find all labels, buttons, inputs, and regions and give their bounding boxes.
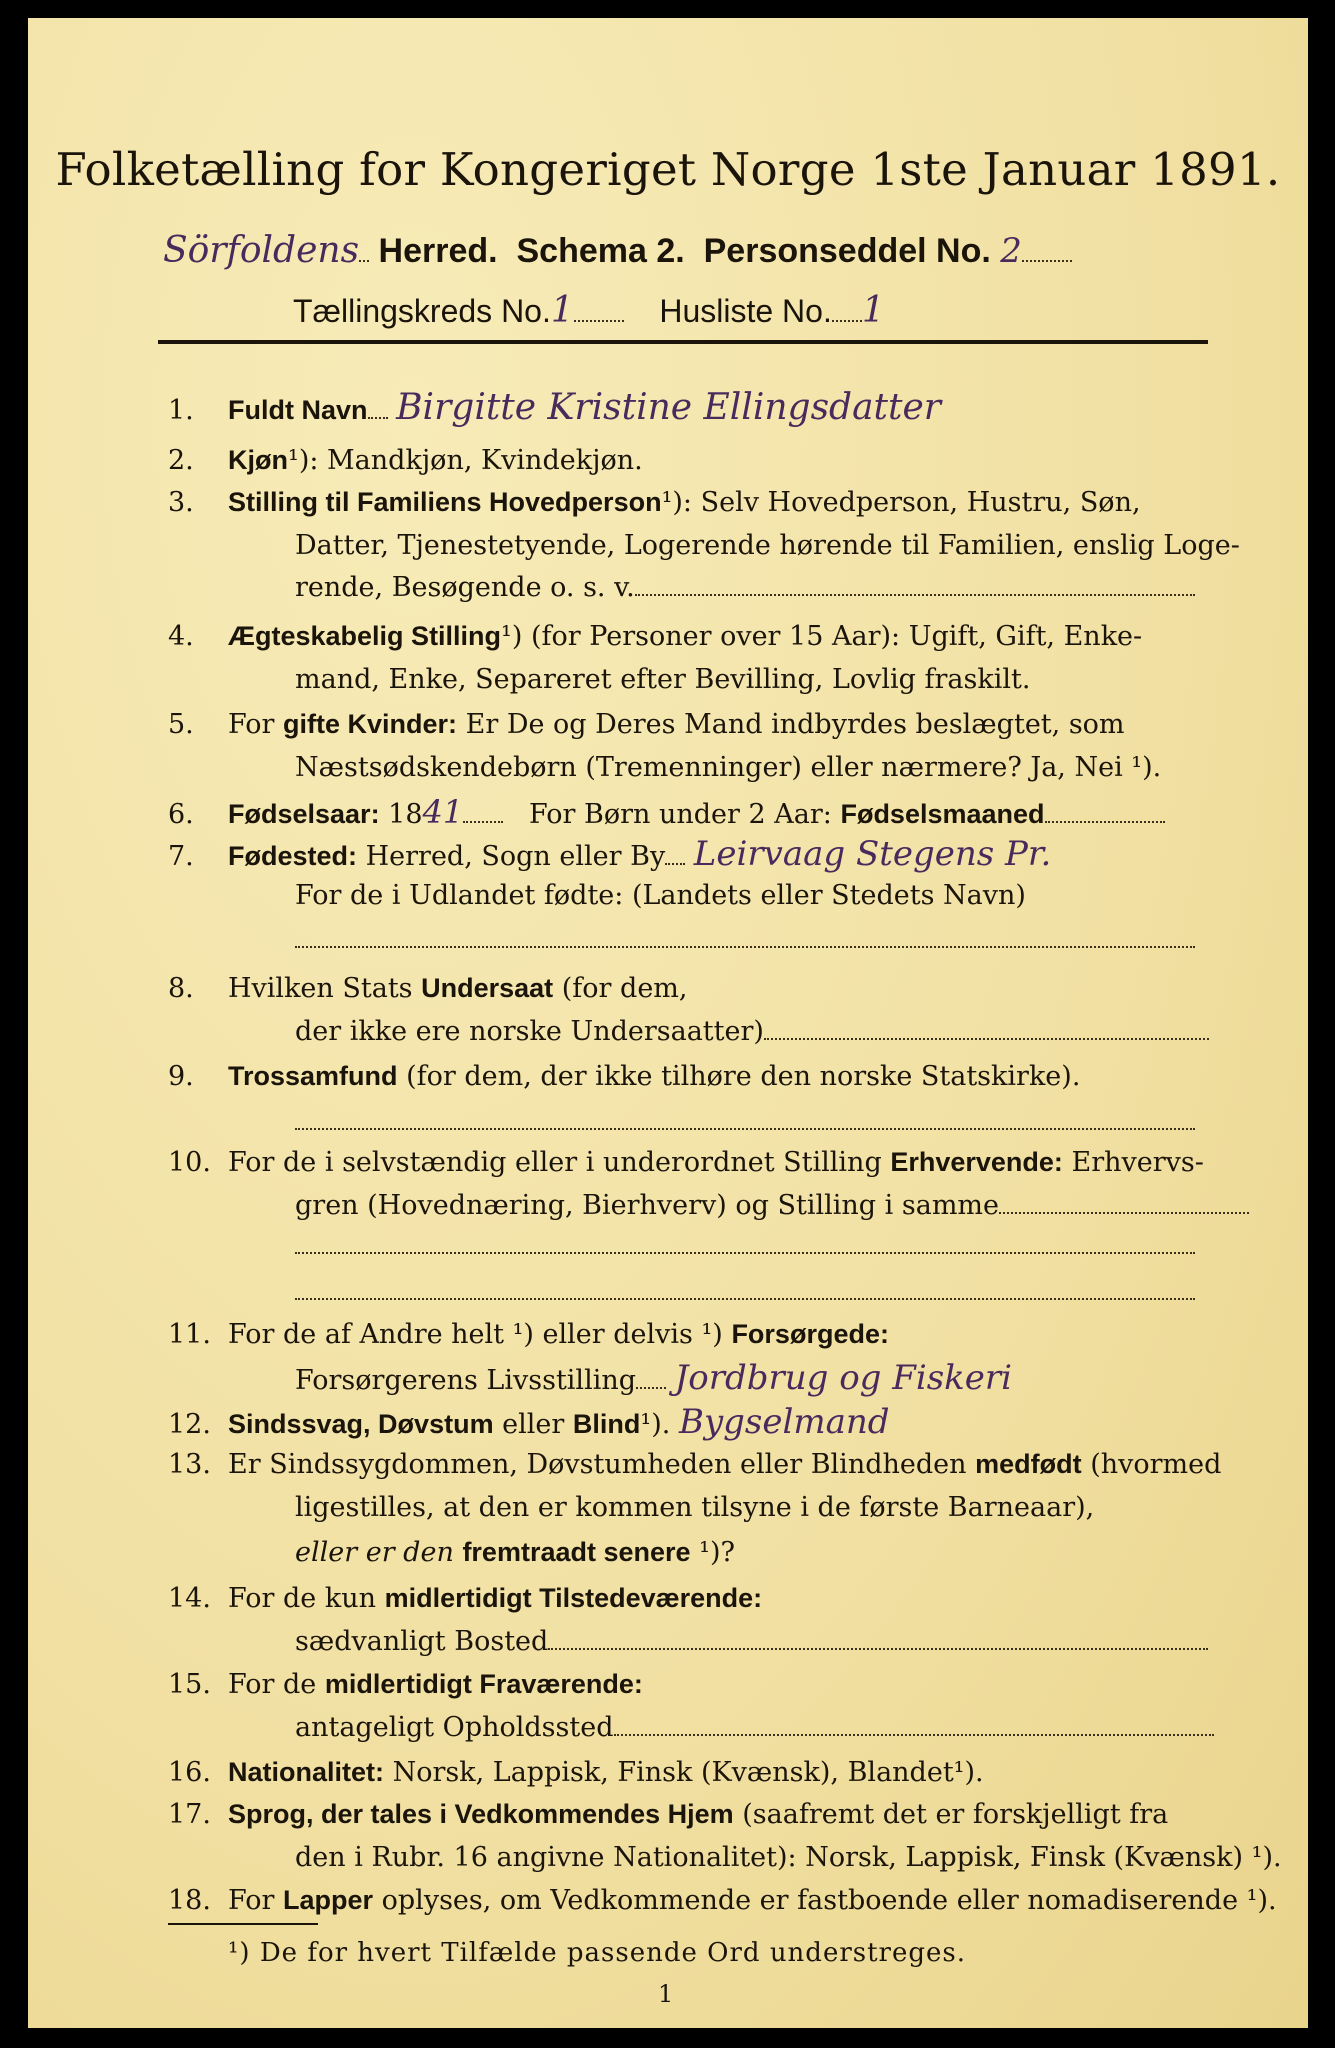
item-text: eller [502, 1409, 565, 1440]
item-18 [168, 1882, 1277, 1919]
dotted-line [295, 946, 1195, 948]
item-1 [168, 387, 941, 429]
item-label: Erhvervende: [890, 1147, 1063, 1177]
item-text: Herred, Sogn eller By [365, 841, 666, 872]
item-14 [168, 1580, 762, 1617]
item-label: Forsørgede: [731, 1319, 889, 1349]
item-text: Er De og Deres Mand indbyrdes beslægtet, som [465, 709, 1125, 740]
item-11 [168, 1316, 889, 1353]
item-number: 8. [168, 973, 194, 1004]
item-number: 16. [168, 1757, 211, 1788]
item-label-2: Blind [572, 1409, 641, 1439]
item-pre: For de i selvstændig eller i underordnet Stilling [228, 1147, 882, 1178]
item-text: sædvanligt Bosted [295, 1626, 549, 1657]
item-number: 6. [168, 799, 194, 830]
item-number: 13. [168, 1449, 211, 1480]
item-text: Norsk, Lappisk, Finsk (Kvænsk), Blandet¹). [392, 1757, 984, 1788]
herred-line [163, 230, 1072, 271]
footnote: ¹) De for hvert Tilfælde passende Ord understreges. [228, 1938, 967, 1968]
item-text: Erhvervs- [1071, 1147, 1204, 1178]
item-17 [168, 1796, 1168, 1833]
item-text: rende, Besøgende o. s. v. [295, 572, 635, 603]
item-text: For Børn under 2 Aar: [528, 799, 832, 830]
item-text: der ikke ere norske Undersaatter) [295, 1016, 764, 1047]
item-pre: Hvilken Stats [228, 973, 413, 1004]
item-5-line2: Næstsødskendebørn (Tremenninger) eller nærmere? Ja, Nei ¹). [295, 752, 1162, 783]
item-number: 18. [168, 1885, 211, 1916]
item-label: Sprog, der tales i Vedkommendes Hjem [228, 1799, 734, 1829]
item-text: (for dem, der ikke tilhøre den norske Statskirke). [406, 1061, 1081, 1092]
item-label-2: Fødselsmaaned [840, 799, 1045, 829]
item-text: antageligt Opholdssted [295, 1712, 614, 1743]
item-label: Fødselsaar: [228, 799, 380, 829]
item-label: Sindssvag, Døvstum [228, 1409, 494, 1439]
page-mark: 1 [658, 1980, 674, 2008]
provider-occupation-handwritten: Jordbrug og Fiskeri [674, 1358, 1013, 1398]
item-text: (hvormed [1090, 1449, 1222, 1480]
item-text: ¹)? [699, 1537, 735, 1568]
item-7 [168, 836, 1051, 875]
kreds-label: Tællingskreds No. [293, 293, 551, 329]
item-number: 17. [168, 1799, 211, 1830]
item-label: Trossamfund [228, 1061, 398, 1091]
husliste-label: Husliste No. [659, 293, 832, 329]
item-number: 7. [168, 841, 194, 872]
item-number: 3. [168, 487, 194, 518]
item-number: 2. [168, 445, 194, 476]
item-17-line2: den i Rubr. 16 angivne Nationalitet): Norsk, Lappisk, Finsk (Kvænsk) ¹). [295, 1842, 1282, 1873]
item-label: midlertidigt Fraværende: [324, 1669, 643, 1699]
item-13-line3 [295, 1534, 735, 1571]
husliste-number: 1 [861, 290, 885, 331]
item-6 [168, 794, 1165, 833]
birth-year-handwritten: 41 [422, 793, 464, 831]
item-14-line2 [295, 1624, 1208, 1660]
item-text: eller er den [295, 1537, 454, 1568]
item-pre: Er Sindssygdommen, Døvstumheden eller Blindheden [228, 1449, 967, 1480]
item-number: 5. [168, 709, 194, 740]
item-label: gifte Kvinder: [283, 709, 458, 739]
item-15 [168, 1666, 643, 1703]
item-text: ¹): Mandkjøn, Kvindekjøn. [288, 445, 643, 476]
item-5 [168, 706, 1125, 743]
item-text: gren (Hovednæring, Bierhverv) og Stilling i samme [295, 1190, 1000, 1221]
herred-handwritten: Sörfoldens [163, 230, 360, 271]
schema-label: Schema 2. [516, 232, 685, 270]
dotted-line [295, 1298, 1195, 1300]
item-pre: For de af Andre helt ¹) eller delvis ¹) [228, 1319, 723, 1350]
item-label: fremtraadt senere [462, 1537, 691, 1567]
form-title: Folketælling for Kongeriget Norge 1ste Januar 1891. [55, 143, 1281, 196]
item-pre: For [228, 709, 275, 740]
item-13 [168, 1446, 1221, 1483]
item-number: 10. [168, 1147, 211, 1178]
item-label: Undersaat [421, 973, 554, 1003]
dotted-line [295, 1128, 1195, 1130]
item-pre: For de kun [228, 1583, 376, 1614]
item-3-line2: Datter, Tjenestetyende, Logerende hørende til Familien, enslig Loge- [295, 530, 1240, 561]
item-text: Forsørgerens Livsstilling [295, 1365, 637, 1396]
item-8 [168, 970, 687, 1007]
item-text: oplyses, om Vedkommende er fastboende eller nomadiserende ¹). [381, 1885, 1277, 1916]
item-4-line2: mand, Enke, Separeret efter Bevilling, Lovlig fraskilt. [295, 664, 1031, 695]
personseddel-number: 2 [1000, 231, 1022, 271]
item-10-line2 [295, 1188, 1249, 1224]
item-label: Lapper [283, 1885, 374, 1915]
item-8-line2 [295, 1014, 1209, 1050]
item-text: ¹): Selv Hovedperson, Hustru, Søn, [661, 487, 1141, 518]
item-label: medfødt [975, 1449, 1082, 1479]
item-text: ¹). [640, 1409, 671, 1440]
item-label: Fuldt Navn [228, 395, 368, 425]
item-7-line2: For de i Udlandet fødte: (Landets eller Stedets Navn) [295, 880, 1026, 911]
item-number: 9. [168, 1061, 194, 1092]
item-label: Nationalitet: [228, 1757, 385, 1787]
item-12 [168, 1404, 890, 1443]
item-10 [168, 1144, 1204, 1181]
footnote-rule [168, 1923, 318, 1925]
item-number: 1. [168, 395, 194, 426]
item-number: 14. [168, 1583, 211, 1614]
item-15-line2 [295, 1710, 1214, 1746]
census-form [28, 18, 1308, 2028]
item-13-line2: ligestilles, at den er kommen tilsyne i de første Barneaar), [295, 1492, 1095, 1523]
item-12-handwritten: Bygselmand [678, 1402, 890, 1442]
header-rule [158, 340, 1208, 344]
item-9 [168, 1058, 1080, 1095]
item-3 [168, 484, 1141, 521]
item-label: midlertidigt Tilstedeværende: [384, 1583, 763, 1613]
item-number: 12. [168, 1409, 211, 1440]
kreds-number: 1 [550, 290, 574, 331]
item-text: (for dem, [561, 973, 688, 1004]
item-label: Stilling til Familiens Hovedperson [228, 487, 662, 517]
item-3-line3 [295, 570, 1195, 606]
kreds-line [293, 290, 885, 331]
item-number: 11. [168, 1319, 211, 1350]
item-text: (saafremt det er forskjelligt fra [742, 1799, 1169, 1830]
item-label: Kjøn [228, 445, 288, 475]
year-prefix: 18 [388, 799, 423, 830]
item-4 [168, 618, 1142, 655]
full-name-handwritten: Birgitte Kristine Ellingsdatter [396, 387, 941, 428]
item-pre: For [228, 1885, 275, 1916]
personseddel-label: Personseddel No. [703, 232, 991, 270]
item-16 [168, 1754, 984, 1791]
item-11-line2 [295, 1360, 1012, 1399]
item-label: Ægteskabelig Stilling [228, 621, 502, 651]
item-label: Fødested: [228, 841, 358, 871]
item-2 [168, 442, 643, 479]
dotted-line [295, 1252, 1195, 1254]
birthplace-handwritten: Leirvaag Stegens Pr. [693, 834, 1052, 874]
item-number: 15. [168, 1669, 211, 1700]
item-pre: For de [228, 1669, 317, 1700]
herred-label: Herred. [378, 232, 498, 270]
item-text: ¹) (for Personer over 15 Aar): Ugift, Gift, Enke- [501, 621, 1143, 652]
item-number: 4. [168, 621, 194, 652]
